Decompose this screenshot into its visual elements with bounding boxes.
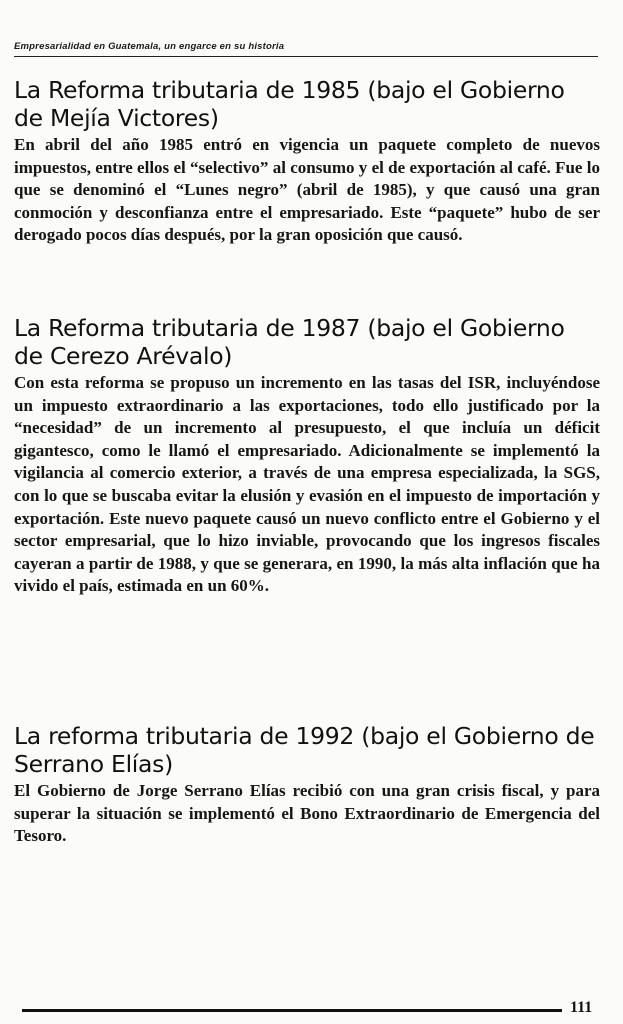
section-reforma-1985: [14, 76, 600, 247]
section-reforma-1987: [14, 314, 600, 598]
section-heading: La Reforma tributaria de 1987 (bajo el Gobierno de Cerezo Arévalo): [14, 314, 565, 370]
section-body: El Gobierno de Jorge Serrano Elías recibió con una gran crisis fiscal, y para superar la situación se implementó el Bono Extraordinario de Emergencia del Tesoro.: [14, 781, 600, 846]
section-heading: La Reforma tributaria de 1985 (bajo el Gobierno de Mejía Victores): [14, 76, 565, 132]
header-rule: [14, 56, 598, 57]
running-header: Empresarialidad en Guatemala, un engarce en su historia: [14, 41, 285, 52]
footer-rule: [22, 1009, 562, 1012]
section-heading: La reforma tributaria de 1992 (bajo el Gobierno de Serrano Elías): [14, 722, 595, 778]
section-body: Con esta reforma se propuso un incremento en las tasas del ISR, incluyéndose un impuesto extraordinario a las exportaciones, todo ello justificado por la “necesidad” de un incremento al presupuesto, el que incluía un déficit gigantesco, como le llamó el empresariado. Adicionalmente se implementó la vigilancia al comercio exterior, a través de una empresa especializada, la SGS, con lo que se buscaba evitar la elusión y evasión en el impuesto de importación y exportación. Este nuevo paquete causó un nuevo conflicto entre el Gobierno y el sector empresarial, que lo hizo inviable, provocando que los ingresos fiscales cayeran a partir de 1988, y que se generara, en 1990, la más alta inflación que ha vivido el país, estimada en un 60%.: [14, 373, 600, 596]
page-number: 111: [570, 999, 593, 1016]
section-body: En abril del año 1985 entró en vigencia un paquete completo de nuevos impuestos, entre ellos el “selectivo” al consumo y el de exportación al café. Fue lo que se denominó el “Lunes negro” (abril de 1985), y que causó una gran conmoción y desconfianza entre el empresariado. Este “paquete” hubo de ser derogado pocos días después, por la gran oposición que causó.: [14, 135, 600, 245]
section-reforma-1992: [14, 722, 600, 848]
